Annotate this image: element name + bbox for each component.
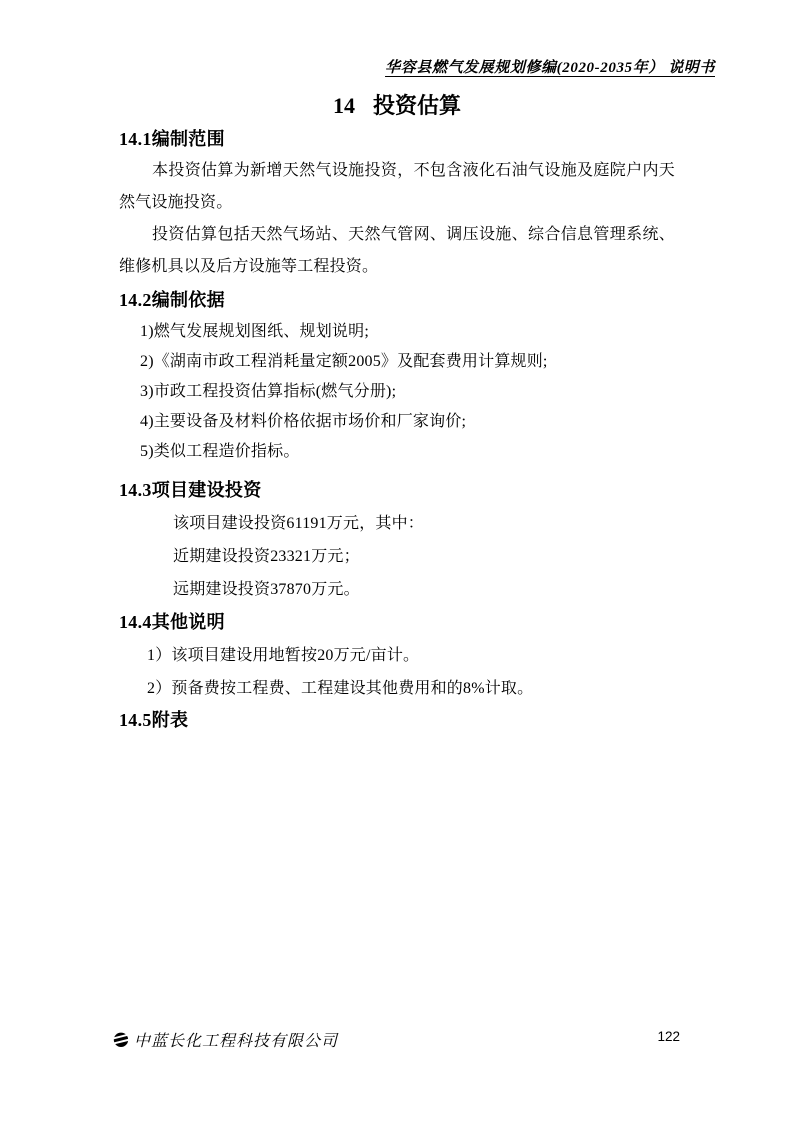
section-label: 编制范围 xyxy=(151,129,225,149)
section-number: 14.1 xyxy=(119,129,152,149)
section-label: 其他说明 xyxy=(151,612,225,632)
section-heading-14-3 xyxy=(119,479,675,501)
basis-list xyxy=(119,317,675,467)
running-header-title: 华容县燃气发展规划修编(2020-2035年） 说明书 xyxy=(385,60,715,76)
list-item: 2)《湖南市政工程消耗量定额2005》及配套费用计算规则; xyxy=(140,353,548,370)
list-item: 3)市政工程投资估算指标(燃气分册); xyxy=(140,383,397,400)
investment-near-term: 近期建设投资23321万元； xyxy=(173,548,360,565)
list-item: 4)主要设备及材料价格依据市场价和厂家询价; xyxy=(140,413,467,430)
company-logo-icon xyxy=(113,1031,129,1048)
section-label: 附表 xyxy=(151,710,189,730)
section-number: 14.3 xyxy=(119,480,152,500)
chapter-number: 14 xyxy=(332,93,355,118)
page-footer xyxy=(113,1028,684,1050)
section-number: 14.2 xyxy=(119,290,152,310)
investment-long-term: 远期建设投资37870万元。 xyxy=(173,581,360,598)
section-number: 14.5 xyxy=(119,710,152,730)
section-label: 项目建设投资 xyxy=(151,480,262,500)
section-heading-14-2 xyxy=(119,289,675,311)
section-heading-14-1 xyxy=(119,128,675,150)
section-heading-14-5 xyxy=(119,709,675,731)
list-item: 2）预备费按工程费、工程建设其他费用和的8%计取。 xyxy=(147,680,534,697)
running-header xyxy=(119,56,715,78)
investment-total: 该项目建设投资61191万元，其中： xyxy=(173,515,425,532)
paragraph: 投资估算包括天然气场站、天然气管网、调压设施、综合信息管理系统、维修机具以及后方设施等工程投资。 xyxy=(119,226,675,275)
other-notes-list xyxy=(119,639,675,705)
list-item: 1)燃气发展规划图纸、规划说明; xyxy=(140,323,369,340)
page-number: 122 xyxy=(657,1029,680,1044)
chapter-title xyxy=(119,92,675,120)
paragraph: 本投资估算为新增天然气设施投资，不包含液化石油气设施及庭院户内天然气设施投资。 xyxy=(119,162,675,211)
footer-company-block xyxy=(113,1028,684,1051)
investment-lines xyxy=(119,507,675,606)
chapter-label: 投资估算 xyxy=(372,93,461,118)
list-item: 1）该项目建设用地暂按20万元/亩计。 xyxy=(147,647,420,664)
section-number: 14.4 xyxy=(119,612,152,632)
footer-company-name: 中蓝长化工程科技有限公司 xyxy=(134,1033,339,1050)
list-item: 5)类似工程造价指标。 xyxy=(140,443,300,460)
section-heading-14-4 xyxy=(119,611,675,633)
section-label: 编制依据 xyxy=(151,290,225,310)
